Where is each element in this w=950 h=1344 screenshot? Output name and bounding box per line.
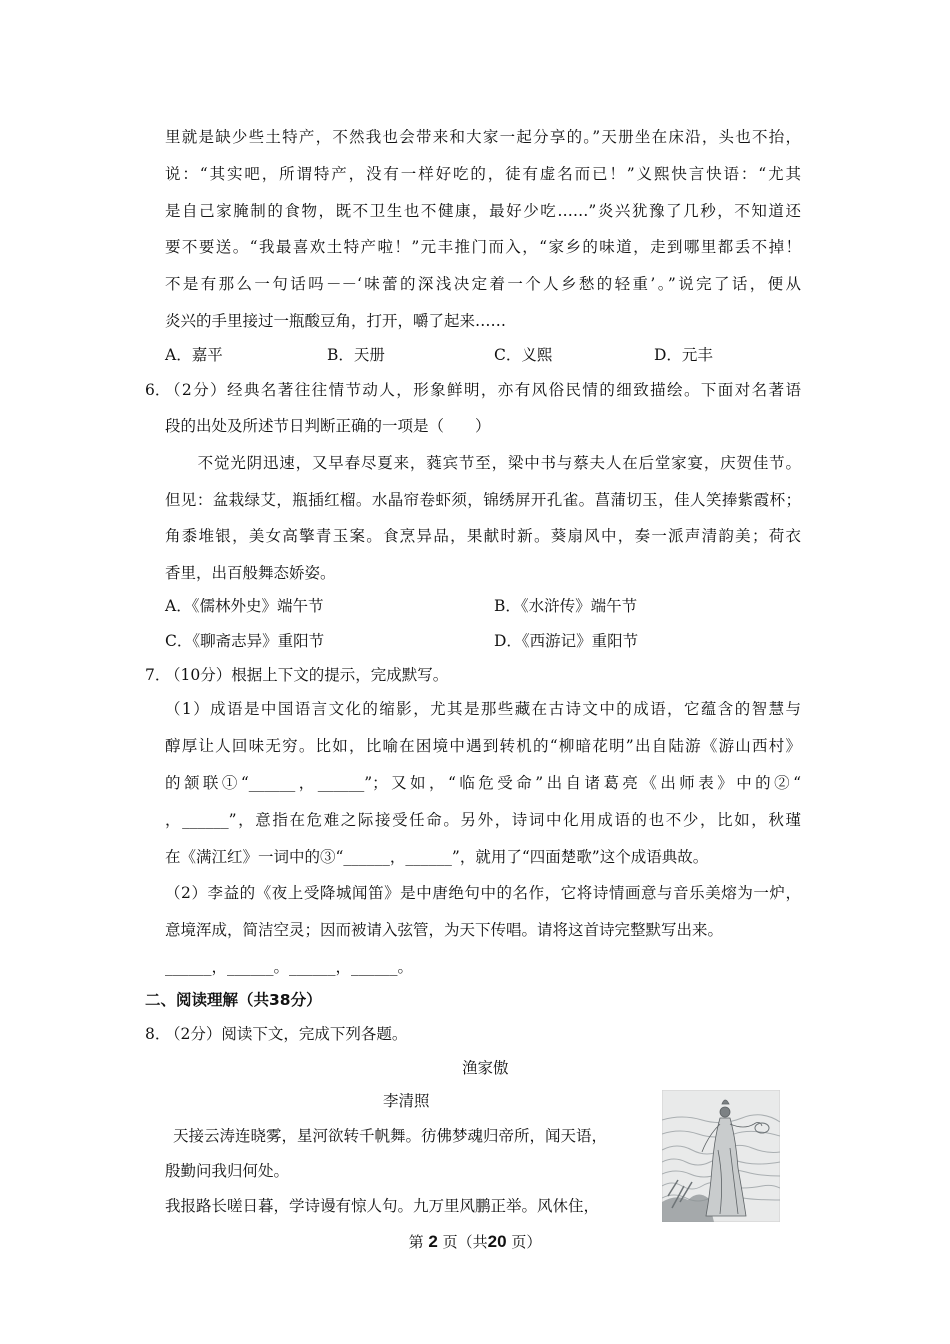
poem-title: 渔家傲 xyxy=(462,1059,509,1077)
poet-illustration xyxy=(662,1090,780,1222)
question-number: 8． xyxy=(145,1025,171,1043)
part2-line: 意境浑成，简洁空灵；因而被请入弦管，为天下传唱。请将这首诗完整默写出来。 xyxy=(165,921,724,939)
question-number: 7． xyxy=(145,666,171,684)
option-b[interactable]: B．《水浒传》端午节 xyxy=(494,597,638,615)
poem-author: 李清照 xyxy=(383,1092,430,1110)
passage-line: 里就是缺少些土特产，不然我也会带来和大家一起分享的。”天册坐在床沿，头也不抬， xyxy=(165,128,801,146)
part1-line: 在《满江红》一词中的③“______，______”，就用了“四面楚歌”这个成语典故。 xyxy=(165,848,709,866)
question-stem: （2分）阅读下文，完成下列各题。 xyxy=(165,1025,408,1043)
total-pages: 20 xyxy=(487,1232,507,1251)
question-number: 6． xyxy=(145,381,171,399)
footer-middle: 页（共 xyxy=(442,1233,488,1251)
poem-line: 我报路长嗟日暮，学诗谩有惊人句。九万里风鹏正举。风休住， xyxy=(165,1197,600,1215)
passage-line: 说：“其实吧，所谓特产，没有一样好吃的，徒有虚名而已！”义熙快言快语：“尤其 xyxy=(165,165,801,183)
passage-line: 要不要送。“我最喜欢土特产啦！”元丰推门而入，“家乡的味道，走到哪里都丢不掉！ xyxy=(165,238,801,256)
excerpt-line: 角黍堆银，美女高擎青玉案。食烹异品，果献时新。葵扇风中，奏一派声清韵美；荷衣 xyxy=(165,527,801,545)
passage-line: 不是有那么一句话吗－－‘味蕾的深浅决定着一个人乡愁的轻重’。”说完了话，便从 xyxy=(165,275,801,293)
page-footer xyxy=(0,1231,950,1252)
excerpt-line: 但见：盆栽绿艾，瓶插红榴。水晶帘卷虾须，锦绣屏开孔雀。菖蒲切玉，佳人笑捧紫霞杯； xyxy=(165,491,801,509)
poem-line: 天接云涛连晓雾，星河欲转千帆舞。彷佛梦魂归帝所，闻天语， xyxy=(173,1127,608,1145)
option-a[interactable]: A．嘉平 xyxy=(165,346,223,364)
poem-line: 殷勤问我归何处。 xyxy=(165,1162,290,1180)
part2-line: （2）李益的《夜上受降城闻笛》是中唐绝句中的名作，它将诗情画意与音乐美熔为一炉， xyxy=(165,884,801,902)
passage-line: 炎兴的手里接过一瓶酸豆角，打开，嚼了起来…… xyxy=(165,312,507,330)
option-c[interactable]: C．《聊斋志异》重阳节 xyxy=(165,632,325,650)
question-stem: （10分）根据上下文的提示，完成默写。 xyxy=(165,666,449,684)
question-stem: （2分）经典名著往往情节动人，形象鲜明，亦有风俗民情的细致描绘。下面对名著语 xyxy=(165,381,801,399)
section-heading: 二、阅读理解（共38分） xyxy=(145,991,322,1009)
part1-line: ，______”，意指在危难之际接受任命。另外，诗词中化用成语的也不少，比如，秋瑾 xyxy=(165,811,801,829)
option-d[interactable]: D．《西游记》重阳节 xyxy=(494,632,639,650)
excerpt-line: 不觉光阴迅速，又早春尽夏来，蕤宾节至，梁中书与蔡夫人在后堂家宴，庆贺佳节。 xyxy=(165,454,801,472)
option-d[interactable]: D．元丰 xyxy=(654,346,713,364)
option-c[interactable]: C．义熙 xyxy=(494,346,553,364)
footer-prefix: 第 xyxy=(408,1233,424,1251)
option-b[interactable]: B．天册 xyxy=(327,346,385,364)
answer-blanks[interactable]: ______，______。______，______。 xyxy=(165,958,414,976)
page-number: 2 xyxy=(428,1232,438,1251)
passage-line: 是自己家腌制的食物，既不卫生也不健康，最好少吃……”炎兴犹豫了几秒，不知道还 xyxy=(165,202,801,220)
part1-line: 的颔联①“______，______”；又如，“临危受命”出自诸葛亮《出师表》中的②“ xyxy=(165,774,801,792)
part1-line: 醇厚让人回味无穷。比如，比喻在困境中遇到转机的“柳暗花明”出自陆游《游山西村》 xyxy=(165,737,801,755)
option-a[interactable]: A．《儒林外史》端午节 xyxy=(165,597,324,615)
part1-line: （1）成语是中国语言文化的缩影，尤其是那些藏在古诗文中的成语，它蕴含的智慧与 xyxy=(165,700,801,718)
question-stem: 段的出处及所述节日判断正确的一项是（ ） xyxy=(165,417,491,435)
footer-suffix: 页） xyxy=(511,1233,542,1251)
excerpt-line: 香里，出百般舞态娇姿。 xyxy=(165,564,336,582)
